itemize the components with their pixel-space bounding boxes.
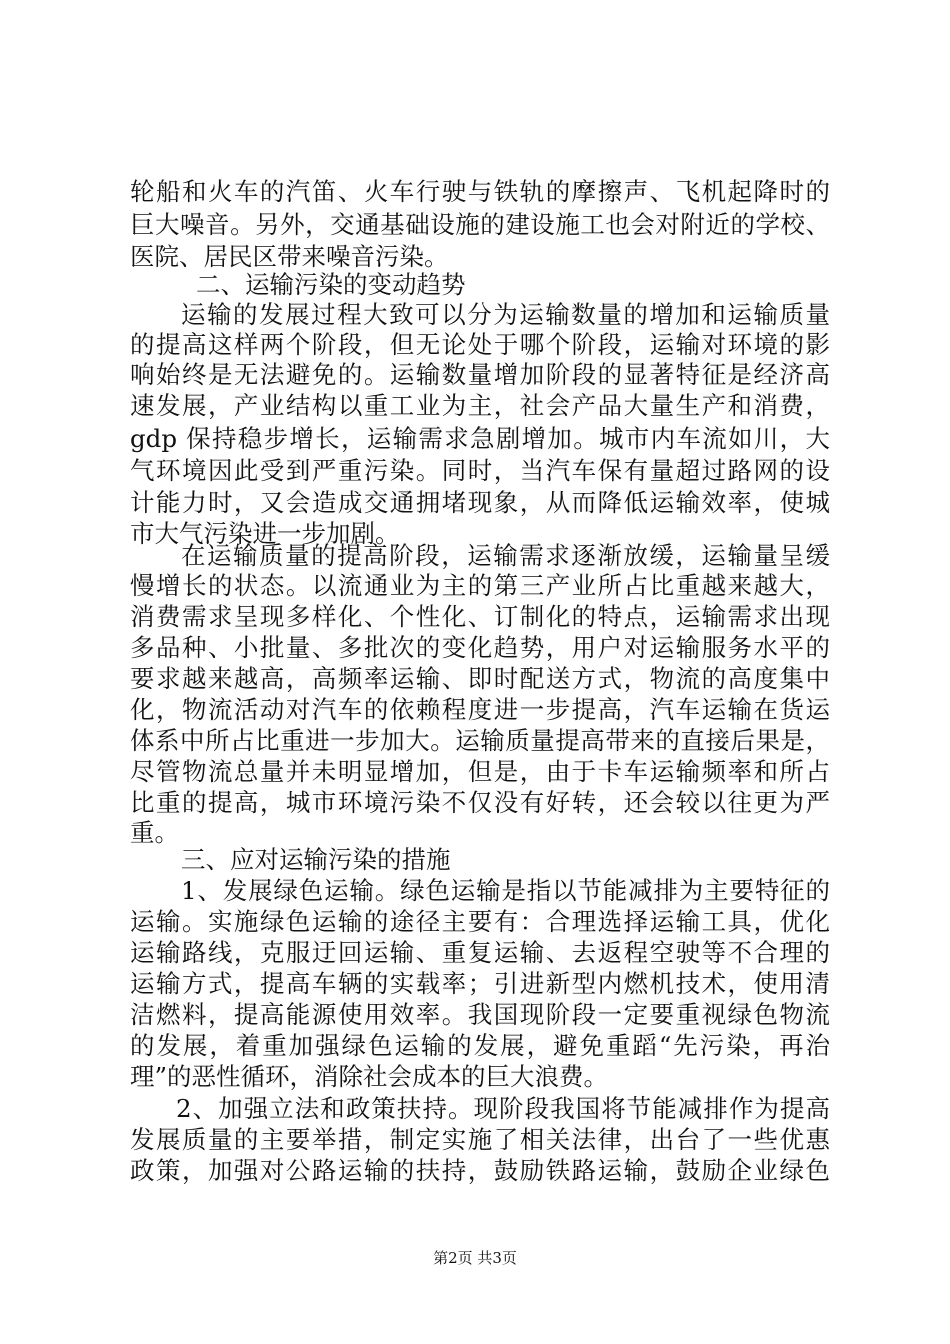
- text-line: gdp 保持稳步增长，运输需求急剧增加。城市内车流如川，大: [130, 424, 830, 453]
- text-line: 轮船和火车的汽笛、火车行驶与铁轨的摩擦声、飞机起降时的: [130, 177, 830, 206]
- section-heading: 二、运输污染的变动趋势: [196, 270, 466, 299]
- text-line: 消费需求呈现多样化、个性化、订制化的特点，运输需求出现: [130, 602, 830, 631]
- text-line: 化，物流活动对汽车的依赖程度进一步提高，汽车运输在货运: [130, 695, 830, 724]
- text-line: 巨大噪音。另外，交通基础设施的建设施工也会对附近的学校、: [130, 210, 830, 239]
- text-line: 重。: [130, 818, 179, 847]
- paragraph-first-line: 2、加强立法和政策扶持。现阶段我国将节能减排作为提高: [176, 1094, 830, 1123]
- text-line: 的提高这样两个阶段，但无论处于哪个阶段，运输对环境的影: [130, 330, 830, 359]
- text-line: 慢增长的状态。以流通业为主的第三产业所占比重越来越大，: [130, 571, 830, 600]
- text-line: 运输路线，克服迂回运输、重复运输、去返程空驶等不合理的: [130, 938, 830, 967]
- paragraph-first-line: 在运输质量的提高阶段，运输需求逐渐放缓，运输量呈缓: [181, 541, 830, 570]
- text-line: 发展质量的主要举措，制定实施了相关法律，出台了一些优惠: [130, 1125, 830, 1154]
- text-line: 体系中所占比重进一步加大。运输质量提高带来的直接后果是，: [130, 726, 830, 755]
- text-line: 洁燃料，提高能源使用效率。我国现阶段一定要重视绿色物流: [130, 1000, 830, 1029]
- text-line: 政策，加强对公路运输的扶持，鼓励铁路运输，鼓励企业绿色: [130, 1156, 830, 1185]
- text-line: 理”的恶性循环，消除社会成本的巨大浪费。: [130, 1062, 609, 1091]
- text-line: 尽管物流总量并未明显增加，但是，由于卡车运输频率和所占: [130, 757, 830, 786]
- text-line: 医院、居民区带来噪音污染。: [130, 242, 449, 271]
- text-line: 比重的提高，城市环境污染不仅没有好转，还会较以往更为严: [130, 788, 830, 817]
- text-line: 气环境因此受到严重污染。同时，当汽车保有量超过路网的设: [130, 456, 830, 485]
- paragraph-first-line: 运输的发展过程大致可以分为运输数量的增加和运输质量: [181, 300, 830, 329]
- paragraph-first-line: 1、发展绿色运输。绿色运输是指以节能减排为主要特征的: [181, 876, 830, 905]
- text-line: 的发展，着重加强绿色运输的发展，避免重蹈“先污染，再治: [130, 1031, 830, 1060]
- page-number-footer: 第2页 共3页: [433, 1249, 517, 1267]
- section-heading: 三、应对运输污染的措施: [181, 845, 451, 874]
- text-line: 速发展，产业结构以重工业为主，社会产品大量生产和消费，: [130, 391, 830, 420]
- text-line: 多品种、小批量、多批次的变化趋势，用户对运输服务水平的: [130, 633, 830, 662]
- text-line: 运输方式，提高车辆的实载率；引进新型内燃机技术，使用清: [130, 969, 830, 998]
- text-line: 要求越来越高，高频率运输、即时配送方式，物流的高度集中: [130, 664, 830, 693]
- text-line: 市大气污染进一步加剧。: [130, 519, 400, 548]
- text-line: 计能力时，又会造成交通拥堵现象，从而降低运输效率，使城: [130, 488, 830, 517]
- text-line: 运输。实施绿色运输的途径主要有：合理选择运输工具，优化: [130, 907, 830, 936]
- text-line: 响始终是无法避免的。运输数量增加阶段的显著特征是经济高: [130, 360, 830, 389]
